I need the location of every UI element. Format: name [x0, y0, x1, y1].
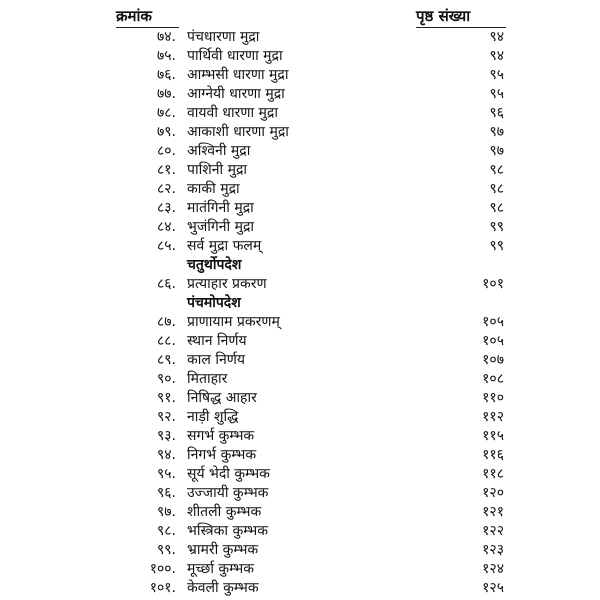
toc-row	[0, 522, 600, 540]
entry-number: ७९.	[156, 124, 176, 140]
entry-number: १००.	[149, 561, 176, 577]
entry-title: भ्रामरी कुम्भक	[187, 542, 259, 558]
entry-page: ९८	[489, 162, 504, 178]
entry-number: ८७.	[156, 314, 176, 330]
toc-row	[0, 313, 600, 331]
entry-number: ७५.	[156, 48, 176, 64]
entry-page: ११५	[482, 428, 504, 444]
entry-title: मिताहार	[187, 371, 228, 387]
entry-number: ८०.	[156, 143, 176, 159]
entry-number: ९९.	[156, 542, 176, 558]
entry-number: १०१.	[149, 580, 176, 596]
number-column-header: क्रमांक	[116, 7, 152, 25]
entry-title: पार्थिवी धारणा मुद्रा	[187, 48, 283, 64]
entry-page: १०५	[482, 314, 504, 330]
entry-page: ९९	[489, 219, 504, 235]
entry-page: १२५	[482, 580, 504, 596]
toc-row	[0, 218, 600, 236]
entry-title: आग्नेयी धारणा मुद्रा	[187, 86, 285, 102]
entry-page: १०१	[482, 276, 504, 292]
entry-page: १२१	[482, 504, 504, 520]
entry-title: स्थान निर्णय	[187, 333, 247, 349]
toc-row	[0, 199, 600, 217]
entry-page: ९६	[489, 105, 504, 121]
toc-row	[0, 28, 600, 46]
entry-page: १२०	[482, 485, 504, 501]
entry-page: ९७	[489, 143, 504, 159]
entry-title: भुजंगिनी मुद्रा	[187, 219, 255, 235]
entry-title: आम्भसी धारणा मुद्रा	[187, 67, 289, 83]
toc-row	[0, 237, 600, 255]
entry-page: १२३	[482, 542, 504, 558]
entry-title: सूर्य भेदी कुम्भक	[187, 466, 270, 482]
toc-row	[0, 85, 600, 103]
toc-row	[0, 427, 600, 445]
toc-row	[0, 104, 600, 122]
toc-row	[0, 66, 600, 84]
toc-row	[0, 123, 600, 141]
page-column-header: पृष्ठ संख्या	[416, 7, 471, 25]
entry-number: ७४.	[156, 29, 176, 45]
toc-row	[0, 465, 600, 483]
toc-row	[0, 560, 600, 578]
toc-row	[0, 503, 600, 521]
entry-number: ७७.	[156, 86, 176, 102]
entry-number: ८४.	[156, 219, 176, 235]
entry-title: मूर्च्छा कुम्भक	[187, 561, 254, 577]
entry-title: प्रत्याहार प्रकरण	[187, 276, 267, 292]
entry-number: ९४.	[156, 447, 176, 463]
entry-number: ९०.	[156, 371, 176, 387]
entry-number: ९३.	[156, 428, 176, 444]
entry-number: ८२.	[156, 181, 176, 197]
entry-title: उज्जायी कुम्भक	[187, 485, 269, 501]
entry-page: १०७	[482, 352, 504, 368]
entry-title: निषिद्ध आहार	[187, 390, 257, 406]
section-heading: चतुर्थोपदेश	[187, 257, 242, 273]
entry-number: ८९.	[156, 352, 176, 368]
entry-title: मातंगिनी मुद्रा	[187, 200, 254, 216]
entry-page: ११८	[482, 466, 504, 482]
entry-page: ९८	[489, 200, 504, 216]
toc-row	[0, 484, 600, 502]
entry-number: ९७.	[156, 504, 176, 520]
toc-row	[0, 142, 600, 160]
entry-title: आकाशी धारणा मुद्रा	[187, 124, 289, 140]
entry-page: १०८	[482, 371, 504, 387]
toc-row	[0, 446, 600, 464]
toc-row	[0, 275, 600, 293]
entry-page: १०५	[482, 333, 504, 349]
toc-row	[0, 370, 600, 388]
entry-title: काल निर्णय	[187, 352, 245, 368]
entry-number: ९८.	[156, 523, 176, 539]
entry-number: ७६.	[156, 67, 176, 83]
entry-number: ९५.	[156, 466, 176, 482]
entry-title: नाड़ी शुद्धि	[187, 409, 239, 425]
entry-number: ८५.	[156, 238, 176, 254]
entry-page: ११२	[482, 409, 504, 425]
entry-title: काकी मुद्रा	[187, 181, 240, 197]
entry-title: वायवी धारणा मुद्रा	[187, 105, 278, 121]
entry-title: अश्विनी मुद्रा	[187, 143, 251, 159]
section-heading: पंचमोपदेश	[187, 295, 241, 311]
entry-number: ९१.	[156, 390, 176, 406]
toc-row	[0, 408, 600, 426]
toc-row	[0, 47, 600, 65]
entry-number: ७८.	[156, 105, 176, 121]
entry-number: ८१.	[156, 162, 176, 178]
toc-row	[0, 351, 600, 369]
entry-title: निगर्भ कुम्भक	[187, 447, 257, 463]
entry-page: ९७	[489, 124, 504, 140]
toc-row	[0, 541, 600, 559]
entry-page: १२४	[482, 561, 504, 577]
entry-page: ९९	[489, 238, 504, 254]
entry-title: सर्व मुद्रा फलम्	[187, 238, 262, 254]
entry-page: ९४	[489, 29, 504, 45]
toc-row	[0, 389, 600, 407]
entry-number: ८६.	[156, 276, 176, 292]
entry-title: सगर्भ कुम्भक	[187, 428, 255, 444]
entry-number: ९२.	[156, 409, 176, 425]
entry-number: ९६.	[156, 485, 176, 501]
entry-page: ९५	[489, 86, 504, 102]
toc-row	[0, 579, 600, 597]
entry-number: ८८.	[156, 333, 176, 349]
entry-page: ९४	[489, 48, 504, 64]
toc-row	[0, 180, 600, 198]
entry-page: ९८	[489, 181, 504, 197]
entry-page: ९५	[489, 67, 504, 83]
toc-row	[0, 332, 600, 350]
entry-title: प्राणायाम प्रकरणम्	[187, 314, 280, 330]
entry-title: भस्त्रिका कुम्भक	[187, 523, 269, 539]
entry-title: केवली कुम्भक	[187, 580, 259, 596]
entry-title: पंचधारणा मुद्रा	[187, 29, 260, 45]
entry-page: १२२	[482, 523, 504, 539]
entry-page: ११०	[482, 390, 504, 406]
entry-page: ११६	[482, 447, 504, 463]
entry-number: ८३.	[156, 200, 176, 216]
entry-title: पाशिनी मुद्रा	[187, 162, 248, 178]
toc-row	[0, 161, 600, 179]
entry-title: शीतली कुम्भक	[187, 504, 262, 520]
